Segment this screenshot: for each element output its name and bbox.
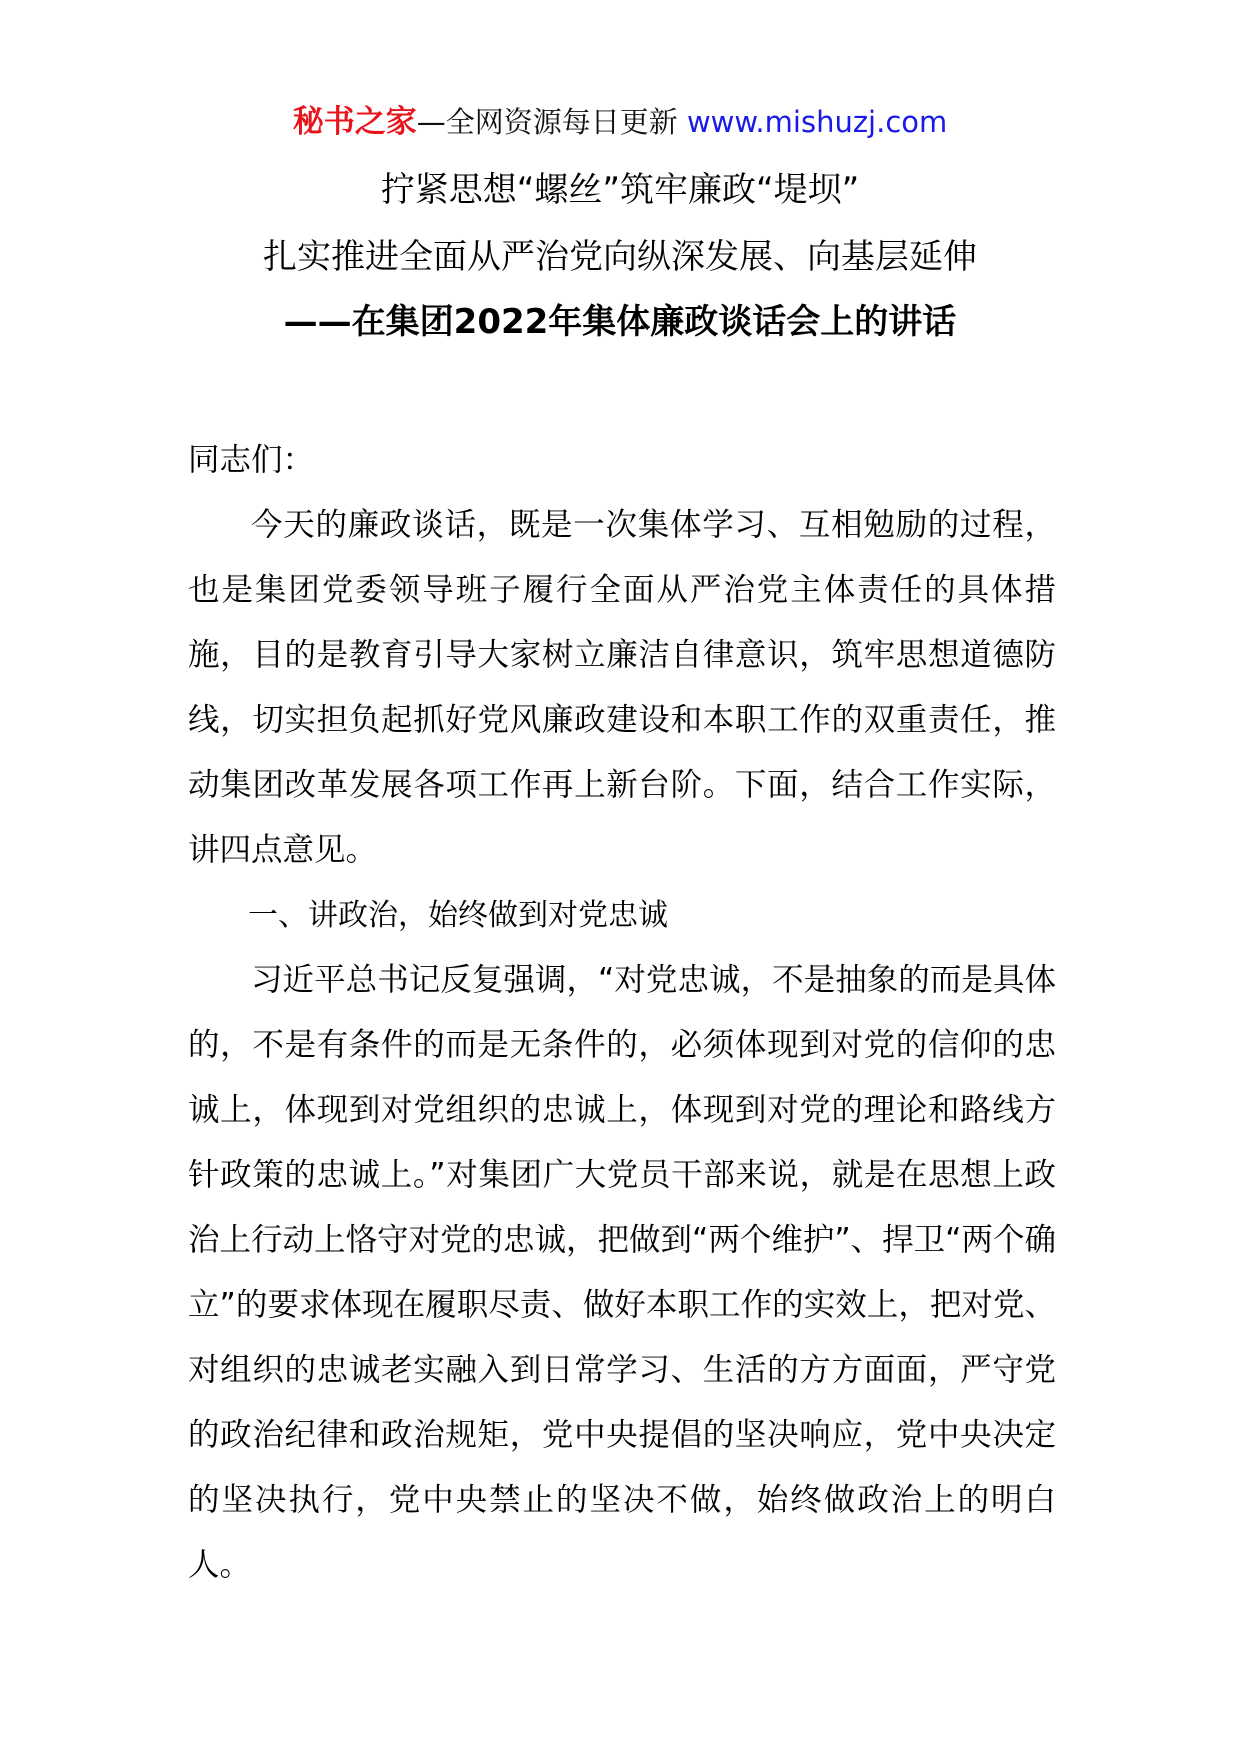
document-body (188, 428, 1056, 1598)
header-tagline: —全网资源每日更新 (416, 105, 687, 139)
paragraph: 习近平总书记反复强调，“对党忠诚，不是抽象的而是具体的，不是有条件的而是无条件的，必须体现到对党的信仰的忠诚上，体现到对党组织的忠诚上，体现到对党的理论和路线方针政策的忠诚上。”对集团广大党员干部来说，就是在思想上政治上行动上恪守对党的忠诚，把做到“两个维护”、捍卫“两个确立”的要求体现在履职尽责、做好本职工作的实效上，把对党、对组织的忠诚老实融入到日常学习、生活的方方面面，严守党的政治纪律和政治规矩，党中央提倡的坚决响应，党中央决定的坚决执行，党中央禁止的坚决不做，始终做政治上的明白人。 (188, 962, 1056, 1583)
paragraph: 今天的廉政谈话，既是一次集体学习、互相勉励的过程，也是集团党委领导班子履行全面从严治党主体责任的具体措施，目的是教育引导大家树立廉洁自律意识，筑牢思想道德防线，切实担负起抓好党风廉政建设和本职工作的双重责任，推动集团改革发展各项工作再上新台阶。下面，结合工作实际，讲四点意见。 (188, 507, 1056, 868)
title-line-1: 拧紧思想“螺丝”筑牢廉政“堤坝” (380, 170, 860, 210)
title-line-2: 扎实推进全面从严治党向纵深发展、向基层延伸 (263, 237, 977, 277)
brand-name: 秘书之家 (292, 104, 417, 140)
section-heading: 一、讲政治，始终做到对党忠诚 (248, 898, 668, 933)
salutation: 同志们： (188, 442, 315, 478)
site-url-link[interactable]: www.mishuzj.com (686, 105, 948, 139)
subtitle-line: ——在集团2022年集体廉政谈话会上的讲话 (283, 302, 957, 342)
site-header (0, 102, 1240, 142)
